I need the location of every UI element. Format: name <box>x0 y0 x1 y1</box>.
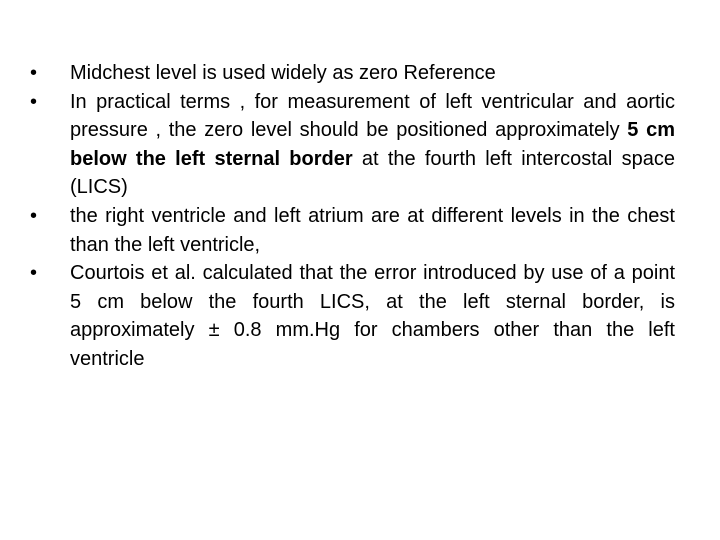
bullet-dot-icon: • <box>30 204 38 227</box>
bullet-dot-icon: • <box>30 90 38 113</box>
bullet-text: Midchest level is used widely as zero Reference <box>70 62 496 84</box>
bullet-list <box>30 59 675 374</box>
bullet-text: the right ventricle and left atrium are at different levels in the chest than the left ventricle, <box>70 204 675 256</box>
bullet-text-part: at the fourth left intercostal space (LICS) <box>70 147 675 199</box>
bullet-text: Courtois et al. calculated that the error introduced by use of a point 5 cm below the fourth LICS, at the left sternal border, is approximately ± 0.8 mm.Hg for chambers other than the left ventricle <box>70 262 675 370</box>
bullet-text-emphasis: 5 cm below the left sternal border <box>70 119 675 170</box>
bullet-item-practical-terms <box>30 88 675 202</box>
bullet-text-part: In practical terms , for measurement of left ventricular and aortic pressure , the zero level should be positioned approximately <box>70 90 675 142</box>
bullet-item-courtois <box>30 259 675 373</box>
bullet-item-right-ventricle <box>30 202 675 259</box>
bullet-dot-icon: • <box>30 62 38 84</box>
bullet-item-zero-reference <box>30 59 675 88</box>
bullet-dot-icon: • <box>30 262 38 285</box>
